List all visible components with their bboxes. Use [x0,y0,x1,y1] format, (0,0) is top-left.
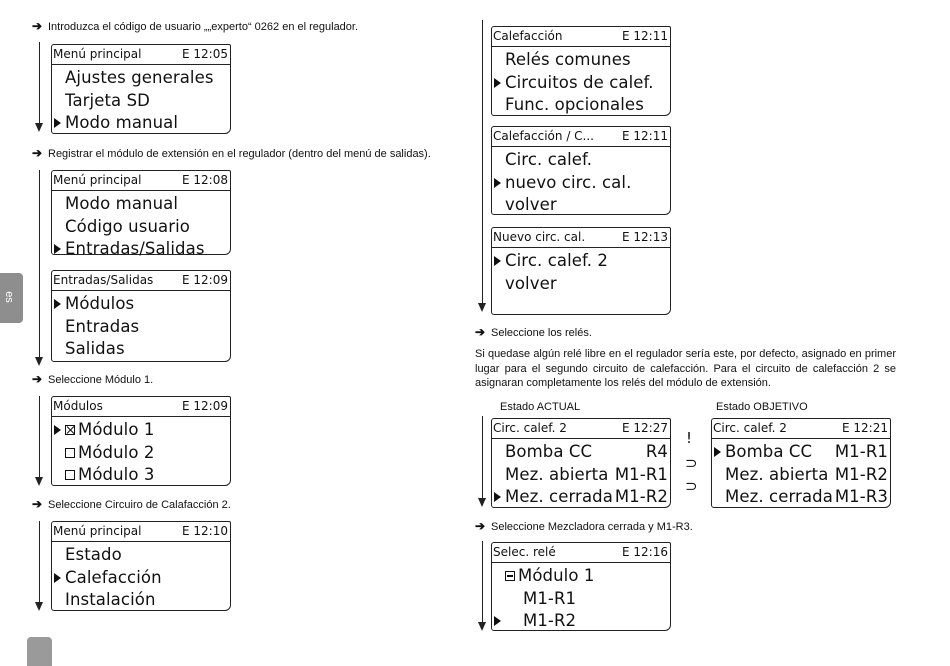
display-time: E 12:27 [622,421,668,435]
display-circuit-objetivo [711,418,891,508]
instruction-text: Seleccione Módulo 1. [48,374,154,386]
menu-row [52,338,230,360]
menu-row-label: Circ. calef. 2 [505,251,609,270]
relay-row-selected [712,441,890,463]
display-title: Nuevo circ. cal. [493,230,586,244]
arrow-icon: ➔ [475,519,486,533]
menu-row [492,194,670,216]
tree-row-label: M1-R1 [523,588,577,608]
display-time: E 12:09 [182,273,228,287]
menu-row [492,149,670,171]
relay-row [712,464,890,486]
instruction-2 [32,146,431,161]
menu-row-label: Módulo 1 [78,420,155,439]
instruction-text: Introduzca el código de usuario „„experto“ 0262 en el regulador. [48,21,359,33]
menu-row-label: Tarjeta SD [65,90,150,110]
display-time: E 12:10 [182,524,228,538]
menu-row-label: Circ. calef. [505,150,593,169]
menu-row [52,193,230,215]
display-title: Calefacción [493,29,563,43]
menu-row-label: Ajustes generales [65,68,214,87]
relay-value: M1-R1 [614,464,668,484]
menu-row-label: nuevo circ. cal. [505,172,632,192]
relay-label: Mez. abierta [725,464,829,484]
flow-arrow-line [482,416,483,505]
menu-row-label: Estado [65,545,122,564]
menu-row [52,216,230,238]
selection-cursor-icon [714,447,721,457]
display-main-menu-2 [51,170,231,258]
display-header [52,45,230,65]
flow-arrow-line [39,42,40,130]
display-header [492,543,670,563]
display-header [712,419,890,439]
display-header [52,522,230,542]
checkbox-checked-icon [65,425,75,435]
menu-row [52,67,230,89]
menu-row-label: Instalación [65,590,156,609]
display-title: Selec. relé [493,545,556,559]
checkbox-empty-icon [65,448,75,458]
info-paragraph: Si quedase algún relé libre en el regulador sería este, por defecto, asignado en primer lugar para el segundo circuito de calefacción. Para el circuito de calefacción 2 se asignaran completamente los relés del módulo de extensión. [475,348,896,389]
menu-row [52,316,230,338]
menu-row [52,544,230,566]
selection-cursor-icon [494,178,501,188]
menu-row [52,589,230,611]
display-heating [491,26,671,116]
menu-row [52,442,230,464]
menu-row-label: Calefacción [65,567,162,587]
arrow-icon: ➔ [32,19,43,33]
page-number-box [27,637,52,666]
menu-row-label: Circuitos de calef. [505,72,654,92]
display-time: E 12:08 [182,173,228,187]
relay-value: M1-R2 [834,464,888,484]
menu-row-selected [52,112,230,134]
menu-row-label: Entradas/Salidas [65,239,205,258]
display-circuit-actual [491,418,671,508]
display-title: Entradas/Salidas [53,273,154,287]
menu-row-selected [52,419,230,441]
arrow-icon: ➔ [475,325,486,339]
relay-label: Bomba CC [505,442,593,461]
menu-row-label: Relés comunes [505,50,631,69]
menu-row-selected [52,293,230,315]
display-title: Menú principal [53,173,142,187]
arrow-icon: ➔ [32,497,43,511]
relay-value: M1-R1 [834,442,888,461]
display-main-menu-3 [51,521,231,611]
instruction-text: Seleccione los relés. [491,327,592,339]
relay-label: Mez. cerrada [725,487,833,506]
flow-arrow-line [39,396,40,484]
selection-cursor-icon [54,299,61,309]
selection-cursor-icon [494,78,501,88]
arrow-icon: ➔ [32,146,43,160]
tree-row [492,588,670,610]
menu-row [52,464,230,486]
display-title: Circ. calef. 2 [713,421,787,435]
display-io-menu [51,270,231,362]
menu-row-selected [52,567,230,589]
state-label-objetivo: Estado OBJETIVO [716,401,808,413]
menu-row [52,90,230,112]
tree-row-label: M1-R2 [523,611,577,630]
language-tab [0,273,23,323]
arrow-icon: ➔ [32,372,43,386]
instruction-6 [475,519,693,534]
display-header [492,127,670,147]
display-heating-circuits [491,126,671,215]
menu-row-selected [492,172,670,194]
menu-row-label: Módulo 3 [78,465,155,484]
display-header [492,228,670,248]
menu-row [492,94,670,116]
curl-arrow-icon: ⊃ [685,454,698,472]
menu-row-label: Módulos [65,294,135,313]
display-relay-select [491,542,671,631]
menu-row [492,273,670,295]
menu-row-label: Salidas [65,339,125,358]
instruction-text: Registrar el módulo de extensión en el regulador (dentro del menú de salidas). [48,148,431,160]
menu-row-selected [492,250,670,272]
menu-row-label: Código usuario [65,216,190,236]
display-header [492,419,670,439]
selection-cursor-icon [54,118,61,128]
flow-arrow-line [39,521,40,609]
menu-row-label: Módulo 2 [78,442,155,462]
display-header [492,27,670,47]
relay-value: R4 [645,442,668,461]
display-header [52,271,230,291]
exclamation-icon: ! [686,429,693,447]
menu-row-label: Modo manual [65,194,179,213]
display-new-circuit [491,227,671,315]
menu-row-label: volver [505,195,557,214]
relay-row [712,486,890,508]
display-time: E 12:16 [622,545,668,559]
relay-label: Mez. abierta [505,464,609,484]
relay-label: Mez. cerrada [505,487,613,506]
display-main-menu-1 [51,44,231,134]
display-header [52,171,230,191]
display-modules [51,396,231,486]
instruction-1 [32,19,358,34]
tree-row-selected [492,610,670,632]
tree-row-label: Módulo 1 [518,566,595,585]
display-title: Circ. calef. 2 [493,421,567,435]
instruction-4 [32,497,231,512]
flow-arrow-line [482,20,483,310]
display-time: E 12:13 [622,230,668,244]
flow-arrow-line [482,541,483,629]
menu-row-selected [52,238,230,260]
selection-cursor-icon [494,492,501,502]
relay-value: M1-R2 [614,487,668,506]
display-title: Módulos [53,399,103,413]
display-title: Calefacción / C... [493,129,594,143]
relay-row-selected [492,486,670,508]
curl-arrow-icon: ⊃ [685,477,698,495]
display-time: E 12:11 [622,29,668,43]
menu-row-label: volver [505,273,557,293]
instruction-text: Seleccione Circuiro de Calafacción 2. [48,499,231,511]
display-time: E 12:21 [842,421,888,435]
menu-row-selected [492,72,670,94]
display-title: Menú principal [53,524,142,538]
display-time: E 12:11 [622,129,668,143]
instruction-5 [475,325,592,340]
menu-row-label: Func. opcionales [505,95,644,114]
display-header [52,397,230,417]
instruction-3 [32,372,153,387]
selection-cursor-icon [494,256,501,266]
display-title: Menú principal [53,47,142,61]
instruction-text: Seleccione Mezcladora cerrada y M1-R3. [491,521,693,533]
checkbox-empty-icon [65,470,75,480]
menu-row [492,49,670,71]
menu-row-label: Entradas [65,316,140,336]
display-time: E 12:09 [182,399,228,413]
relay-label: Bomba CC [725,442,813,461]
relay-row [492,464,670,486]
selection-cursor-icon [54,244,61,254]
menu-row-label: Modo manual [65,113,179,132]
flow-arrow-line [39,170,40,364]
relay-row [492,441,670,463]
tree-row [492,565,670,587]
relay-value: M1-R3 [834,487,888,506]
language-tab-label: es [2,291,15,303]
selection-cursor-icon [494,616,501,626]
state-label-actual: Estado ACTUAL [500,401,581,413]
selection-cursor-icon [54,573,61,583]
display-time: E 12:05 [182,47,228,61]
selection-cursor-icon [54,425,61,435]
collapse-icon [505,571,515,581]
